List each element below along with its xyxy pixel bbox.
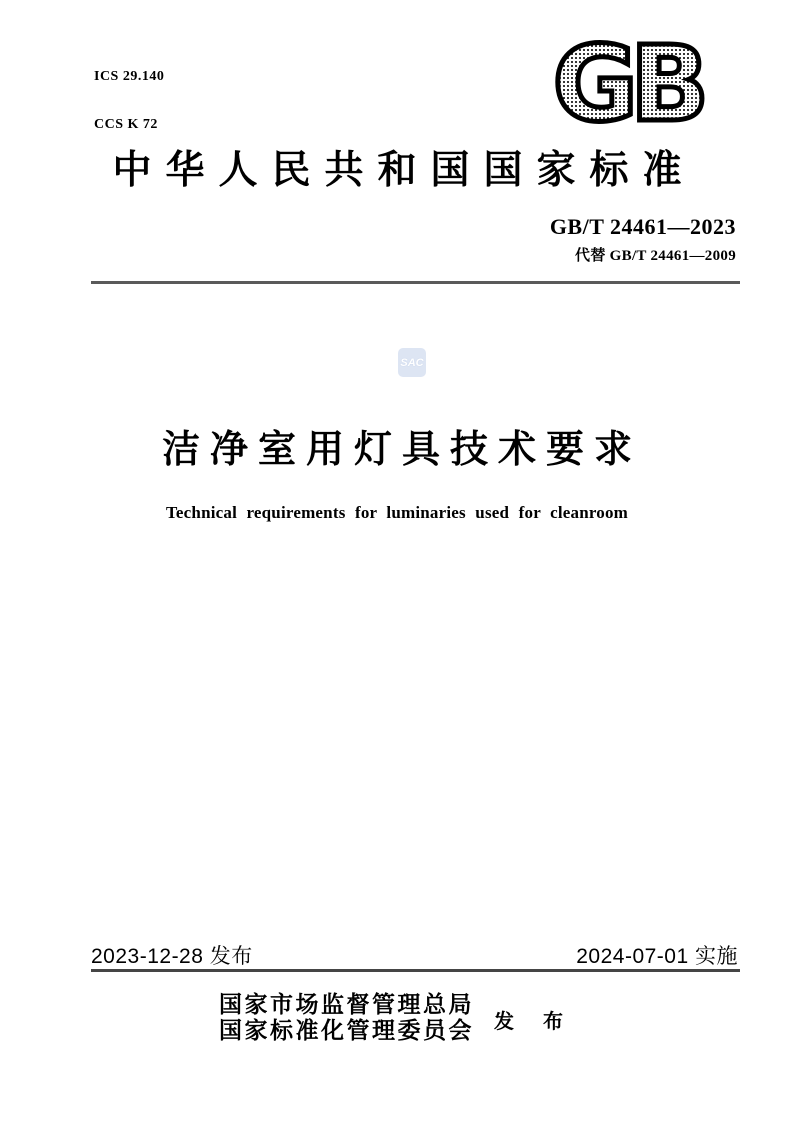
ccs-code: CCS K 72 <box>94 117 158 132</box>
issue-date: 2023-12-28 发布 <box>91 945 253 968</box>
standard-number: GB/T 24461—2023 <box>549 214 736 239</box>
issuer-block <box>0 992 794 1044</box>
document-title-english: Technical requirements for luminaries used for cleanroom <box>165 503 629 522</box>
replaces-note: 代替 GB/T 24461—2009 <box>575 248 736 264</box>
publish-label: 发 布 <box>494 1010 575 1033</box>
implementation-date: 2024-07-01 实施 <box>576 945 738 968</box>
issuer-names <box>219 992 474 1044</box>
bottom-divider <box>91 969 740 972</box>
ics-code: ICS 29.140 <box>94 69 165 84</box>
date-row <box>91 940 738 970</box>
issuer-line-1: 国家市场监督管理总局 <box>219 992 474 1017</box>
sac-watermark-text: SAC <box>400 356 424 369</box>
gb-logo-icon <box>538 32 716 128</box>
gb-logo-text: GB <box>552 32 702 128</box>
national-standard-heading: 中华人民共和国国家标准 <box>112 149 696 192</box>
sac-watermark-icon <box>398 348 426 377</box>
issuer-line-2: 国家标准化管理委员会 <box>219 1018 474 1043</box>
document-title-chinese: 洁净室用灯具技术要求 <box>161 429 642 471</box>
classification-codes <box>94 37 164 165</box>
top-divider <box>91 281 740 284</box>
